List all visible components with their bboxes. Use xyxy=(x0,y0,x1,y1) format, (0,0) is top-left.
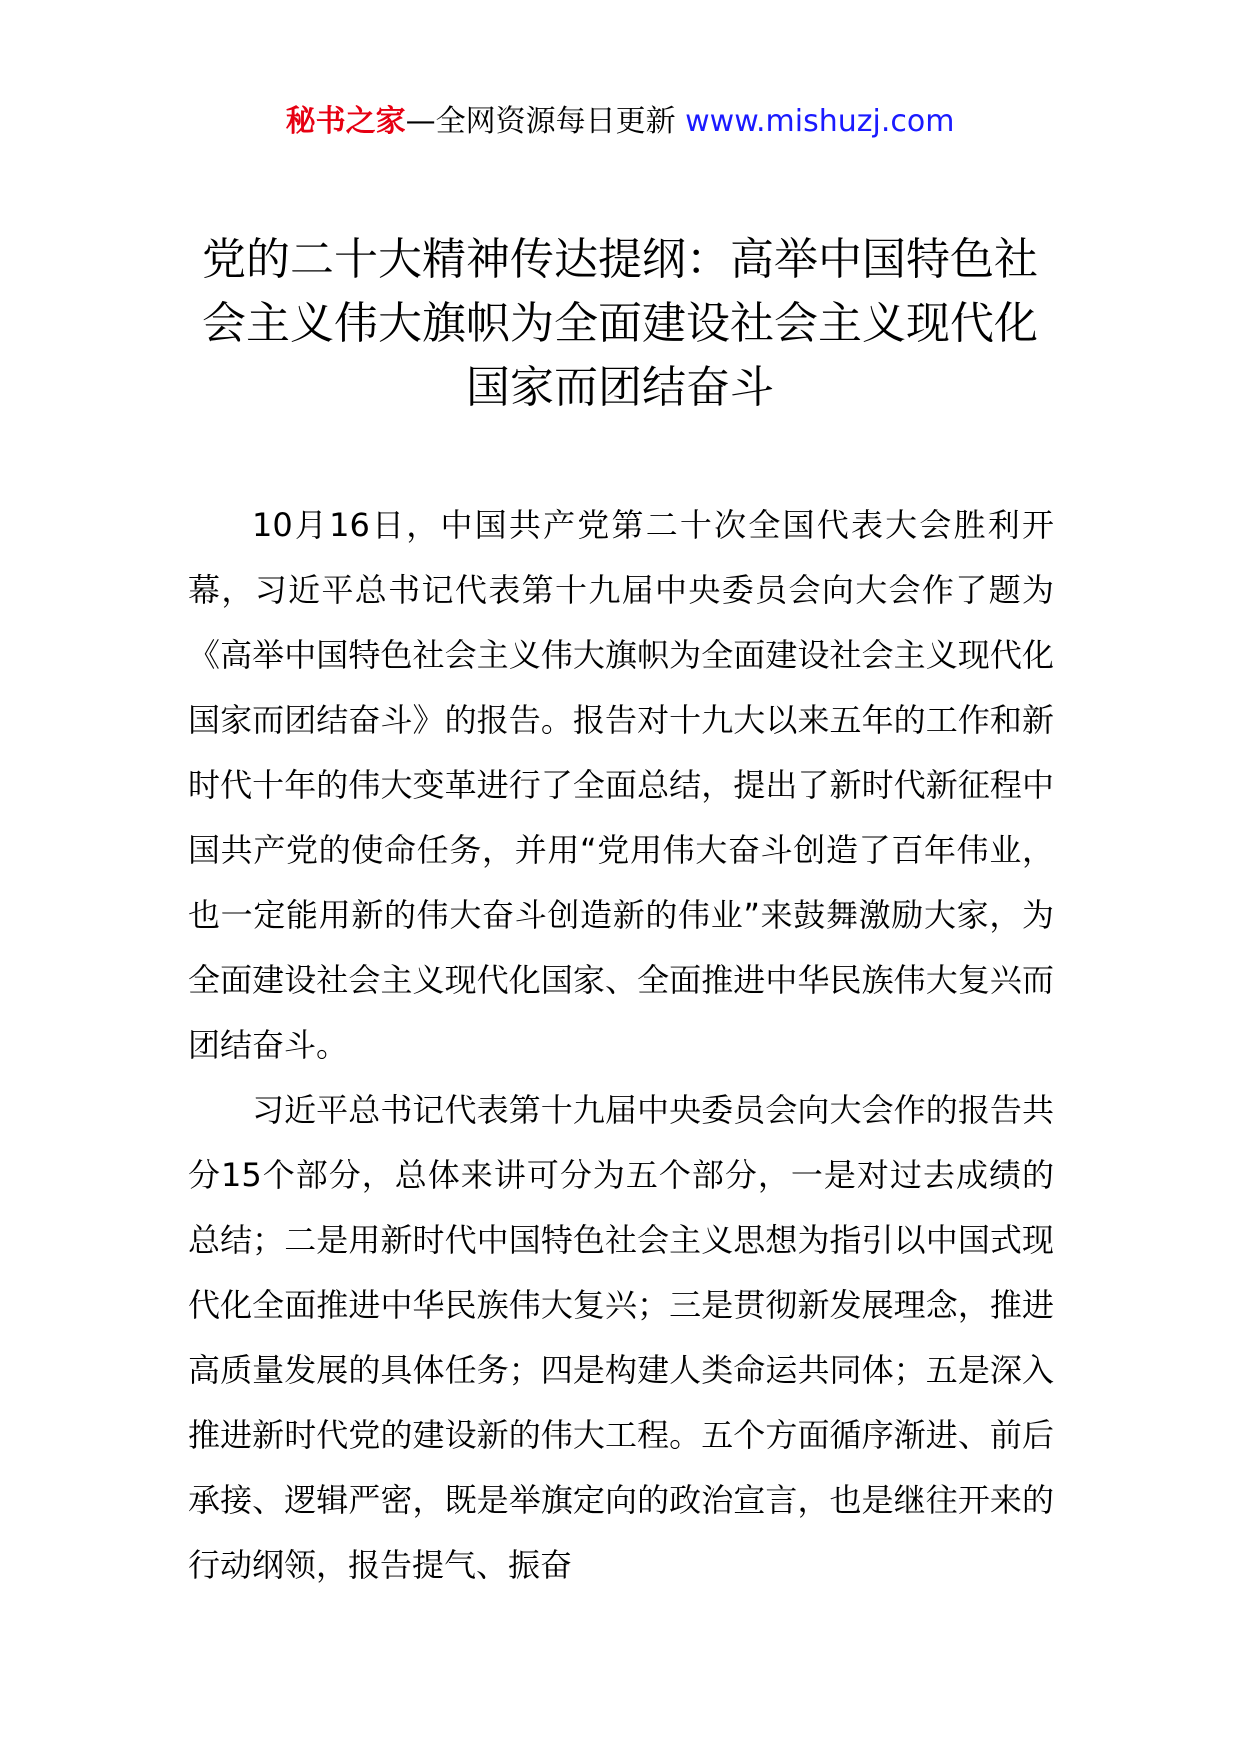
brand-name: 秘书之家 xyxy=(285,104,406,139)
document-title: 党的二十大精神传达提纲：高举中国特色社会主义伟大旗帜为全面建设社会主义现代化国家而团结奋斗 xyxy=(202,234,1038,413)
document-body xyxy=(188,493,1054,1598)
website-link[interactable]: www.mishuzj.com xyxy=(685,104,955,139)
header-slogan: —全网资源每日更新 xyxy=(405,104,686,139)
body-paragraph-1: 10月16日，中国共产党第二十次全国代表大会胜利开幕，习近平总书记代表第十九届中央委员会向大会作了题为《高举中国特色社会主义伟大旗帜为全面建设社会主义现代化国家而团结奋斗》的报告。报告对十九大以来五年的工作和新时代十年的伟大变革进行了全面总结，提出了新时代新征程中国共产党的使命任务，并用“党用伟大奋斗创造了百年伟业，也一定能用新的伟大奋斗创造新的伟业”来鼓舞激励大家，为全面建设社会主义现代化国家、全面推进中华民族伟大复兴而团结奋斗。 xyxy=(188,506,1054,1064)
page-header xyxy=(0,100,1240,144)
body-paragraph-2: 习近平总书记代表第十九届中央委员会向大会作的报告共分15个部分，总体来讲可分为五个部分，一是对过去成绩的总结；二是用新时代中国特色社会主义思想为指引以中国式现代化全面推进中华民族伟大复兴；三是贯彻新发展理念，推进高质量发展的具体任务；四是构建人类命运共同体；五是深入推进新时代党的建设新的伟大工程。五个方面循序渐进、前后承接、逻辑严密，既是举旗定向的政治宣言，也是继往开来的行动纲领，报告提气、振奋 xyxy=(188,1091,1054,1584)
